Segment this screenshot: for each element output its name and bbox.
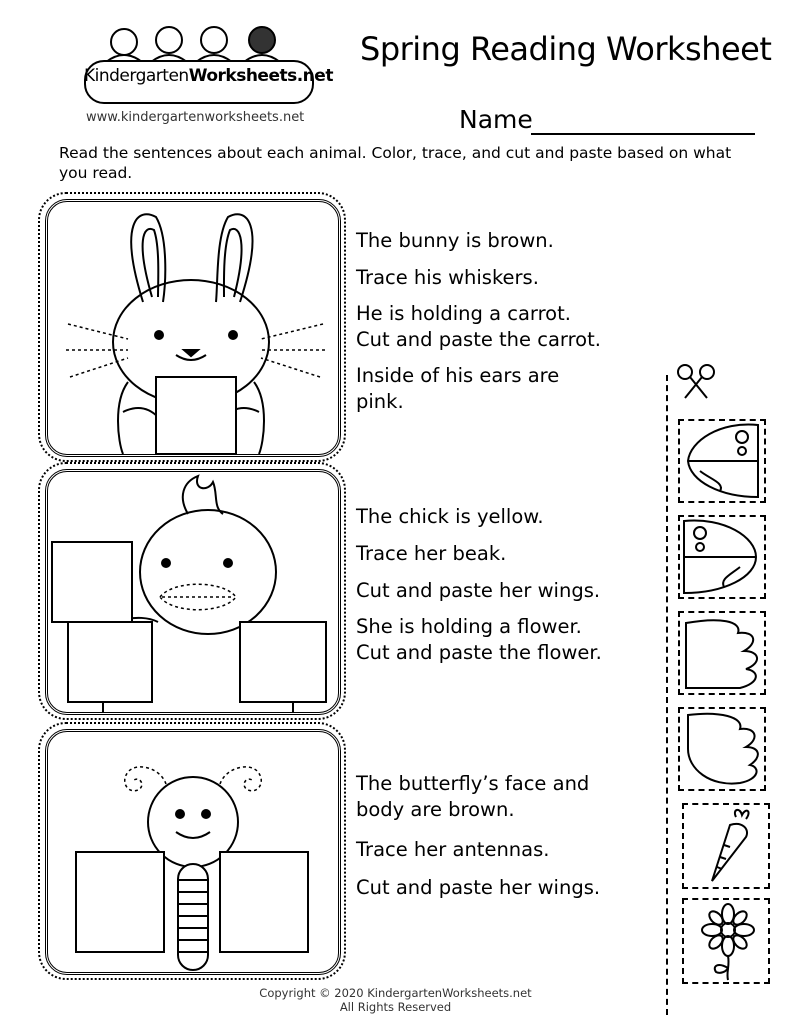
butterfly-wing-right-icon — [680, 517, 764, 597]
sentence: Trace her beak. — [356, 542, 507, 565]
site-url: www.kindergartenworksheets.net — [86, 110, 305, 125]
bunny-sentences — [356, 228, 601, 415]
chick-wing-left-icon — [680, 613, 764, 693]
butterfly-wing-left-icon — [680, 421, 764, 501]
sentence: Cut and paste the carrot. — [356, 328, 601, 351]
sentence: Cut and paste the flower. — [356, 641, 602, 664]
chick-wing-right-icon — [680, 709, 764, 789]
sentence: The bunny is brown. — [356, 229, 554, 252]
sentence: The chick is yellow. — [356, 505, 544, 528]
page-title: Spring Reading Worksheet — [360, 30, 772, 68]
cutout-butterfly-wing-right[interactable] — [678, 515, 766, 599]
cutout-chick-wing-left[interactable] — [678, 611, 766, 695]
sentence: Inside of his ears are — [356, 364, 560, 387]
sentence: She is holding a flower. — [356, 615, 582, 638]
sentence: pink. — [356, 390, 404, 413]
copyright-line: Copyright © 2020 KindergartenWorksheets.net — [259, 986, 532, 1000]
butterfly-sentences — [356, 771, 600, 901]
cutout-carrot[interactable] — [682, 803, 770, 889]
sentence: Trace her antennas. — [356, 838, 550, 861]
panel-bunny — [45, 199, 341, 457]
name-field-line[interactable] — [531, 133, 755, 135]
scissors-icon — [675, 362, 719, 402]
butterfly-illustration-icon — [48, 732, 338, 972]
sentence: Cut and paste her wings. — [356, 876, 601, 899]
copyright — [0, 986, 791, 1014]
cutout-flower[interactable] — [682, 898, 770, 984]
cutout-butterfly-wing-left[interactable] — [678, 419, 766, 503]
logo-text: KindergartenWorksheets.net — [84, 66, 333, 86]
name-label: Name — [459, 105, 533, 134]
sentence: body are brown. — [356, 798, 515, 821]
sentence: Trace his whiskers. — [356, 266, 539, 289]
bunny-illustration-icon — [48, 202, 338, 454]
flower-icon — [684, 900, 768, 982]
copyright-line: All Rights Reserved — [339, 1000, 452, 1014]
sentence: Cut and paste her wings. — [356, 579, 601, 602]
panel-butterfly — [45, 729, 341, 975]
sentence: He is holding a carrot. — [356, 302, 571, 325]
cutout-chick-wing-right[interactable] — [678, 707, 766, 791]
panel-chick — [45, 469, 341, 715]
chick-illustration-icon — [48, 472, 338, 712]
cut-line — [666, 375, 668, 1015]
carrot-icon — [684, 805, 768, 887]
instructions: Read the sentences about each animal. Color, trace, and cut and paste based on what you read. — [59, 144, 732, 182]
sentence: The butterfly’s face and — [356, 772, 590, 795]
chick-sentences — [356, 504, 602, 666]
